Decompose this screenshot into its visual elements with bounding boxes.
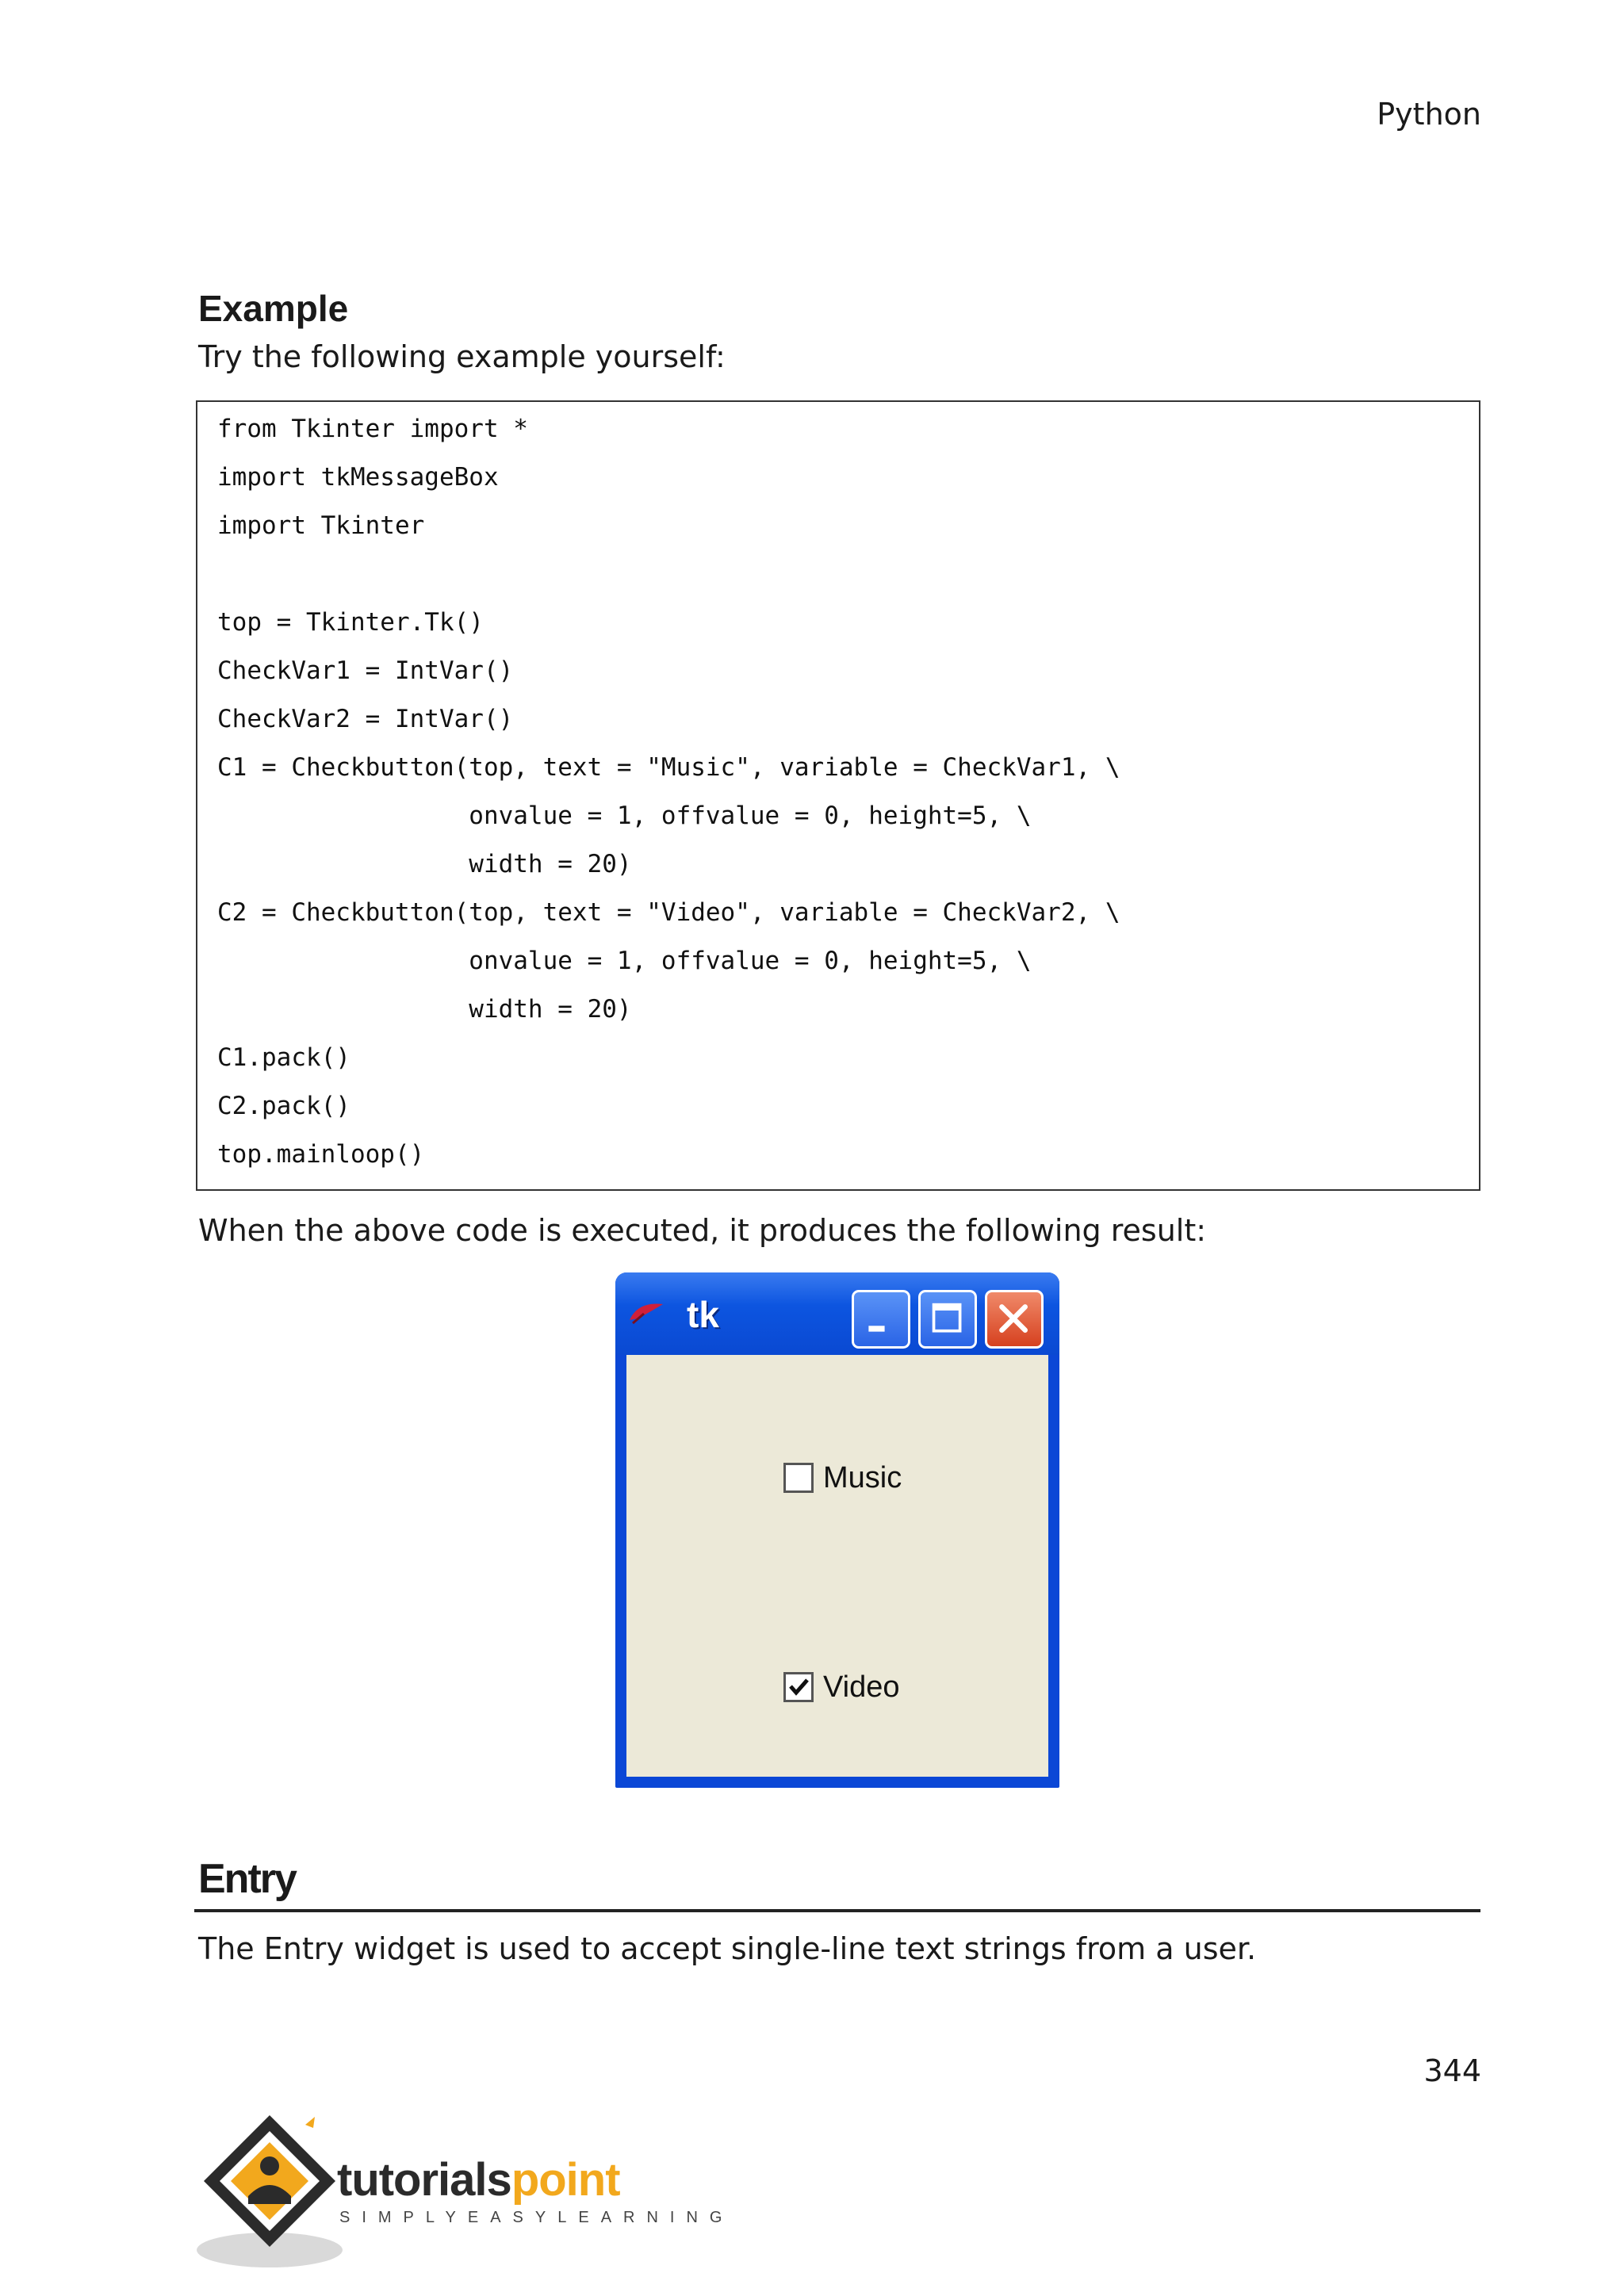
code-line: width = 20) bbox=[217, 995, 632, 1024]
logo-tagline: SIMPLYEASYLEARNING bbox=[339, 2209, 734, 2226]
code-line: C2.pack() bbox=[217, 1092, 350, 1120]
running-header: Python bbox=[1377, 97, 1481, 132]
example-heading: Example bbox=[198, 288, 349, 329]
video-checkbox[interactable] bbox=[783, 1672, 814, 1702]
code-line: C2 = Checkbutton(top, text = "Video", variable = CheckVar2, \ bbox=[217, 898, 1120, 927]
tk-feather-icon bbox=[628, 1301, 665, 1326]
entry-heading: Entry bbox=[198, 1856, 296, 1902]
tutorialspoint-logo-icon bbox=[194, 2109, 345, 2275]
code-line: C1 = Checkbutton(top, text = "Music", variable = CheckVar1, \ bbox=[217, 753, 1120, 782]
close-button[interactable] bbox=[985, 1290, 1044, 1349]
logo-wordmark-part2: point bbox=[511, 2154, 620, 2206]
result-text: When the above code is executed, it produces the following result: bbox=[198, 1213, 1207, 1248]
example-intro: Try the following example yourself: bbox=[198, 339, 726, 374]
code-line: from Tkinter import * bbox=[217, 415, 528, 443]
code-block bbox=[196, 400, 1480, 1191]
heading-divider bbox=[194, 1909, 1480, 1912]
logo-wordmark-part1: tutorials bbox=[337, 2154, 511, 2206]
code-line: import Tkinter bbox=[217, 511, 425, 540]
code-line: onvalue = 1, offvalue = 0, height=5, \ bbox=[217, 947, 1032, 975]
maximize-icon bbox=[921, 1292, 975, 1346]
code-line: top = Tkinter.Tk() bbox=[217, 608, 484, 637]
window-title: tk bbox=[687, 1294, 719, 1335]
page-number: 344 bbox=[1423, 2053, 1481, 2088]
checkmark-icon bbox=[786, 1674, 811, 1700]
video-checkbox-label[interactable]: Video bbox=[823, 1670, 900, 1704]
window-client-area bbox=[626, 1355, 1048, 1777]
code-line: CheckVar2 = IntVar() bbox=[217, 705, 514, 733]
code-line: import tkMessageBox bbox=[217, 463, 499, 492]
code-line: onvalue = 1, offvalue = 0, height=5, \ bbox=[217, 802, 1032, 830]
maximize-button[interactable] bbox=[918, 1290, 977, 1349]
tk-window bbox=[615, 1272, 1059, 1788]
code-line: top.mainloop() bbox=[217, 1140, 425, 1169]
code-line: width = 20) bbox=[217, 850, 632, 878]
logo-wordmark bbox=[337, 2153, 620, 2206]
close-icon bbox=[987, 1292, 1041, 1346]
music-checkbox-label[interactable]: Music bbox=[823, 1461, 902, 1494]
music-checkbox[interactable] bbox=[783, 1463, 814, 1493]
minimize-button[interactable] bbox=[852, 1290, 910, 1349]
code-line: C1.pack() bbox=[217, 1043, 350, 1072]
entry-description: The Entry widget is used to accept single-line text strings from a user. bbox=[198, 1931, 1257, 1966]
minimize-icon bbox=[854, 1292, 908, 1346]
window-titlebar[interactable] bbox=[615, 1272, 1059, 1355]
code-line: CheckVar1 = IntVar() bbox=[217, 656, 514, 685]
